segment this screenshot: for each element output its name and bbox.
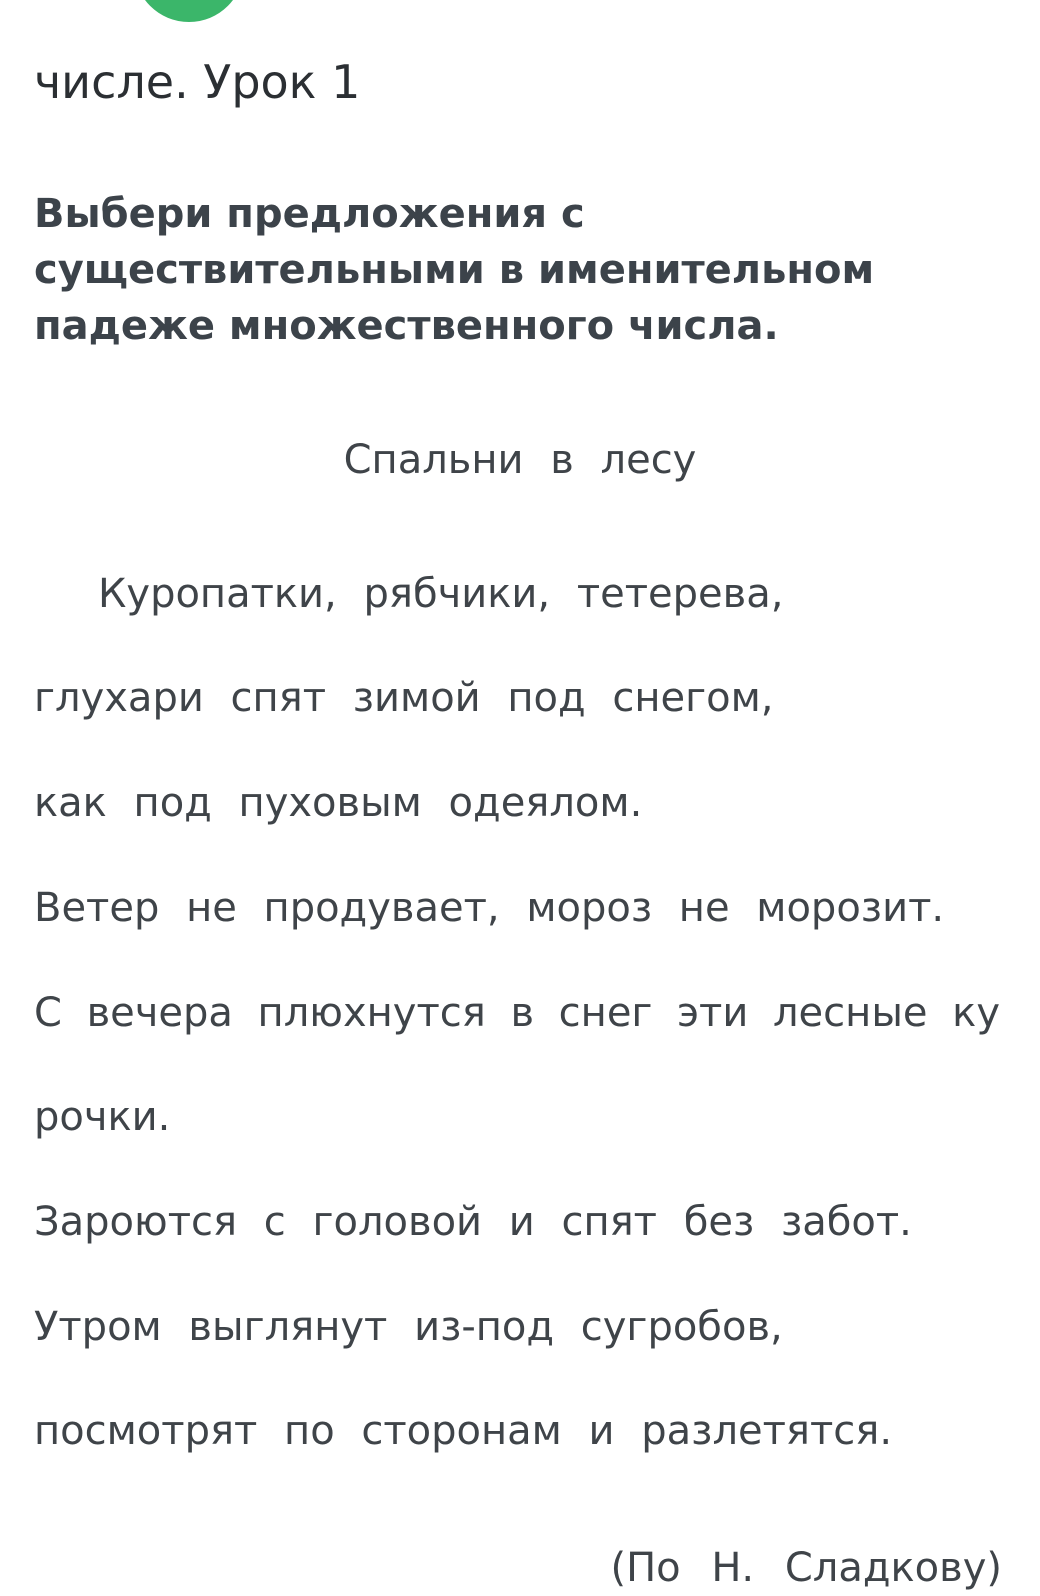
- task-prompt: Выбери предложения с существительными в именительном падеже множественного числа.: [34, 191, 875, 349]
- lesson-title: числе. Урок 1: [34, 55, 361, 109]
- story-line-3: как под пуховым одеялом.: [34, 780, 643, 826]
- story-line-5: С вечера плюхнутся в снег эти лесные ку: [34, 990, 1000, 1036]
- story-line-4: Ветер не продувает, мороз не морозит.: [34, 885, 945, 931]
- story-line-2: глухари спят зимой под снегом,: [34, 675, 774, 721]
- story-line-8: Утром выглянут из-под сугробов,: [34, 1304, 783, 1350]
- story-title: Спальни в лесу: [343, 437, 697, 483]
- green-avatar-circle: [134, 0, 244, 22]
- story-line-6: рочки.: [34, 1094, 171, 1140]
- story-line-7: Зароются с головой и спят без забот.: [34, 1199, 912, 1245]
- story-line-1: Куропатки, рябчики, тетерева,: [98, 571, 784, 617]
- story-attribution: (По Н. Сладкову): [610, 1545, 1002, 1591]
- story-line-9: посмотрят по сторонам и разлетятся.: [34, 1408, 893, 1454]
